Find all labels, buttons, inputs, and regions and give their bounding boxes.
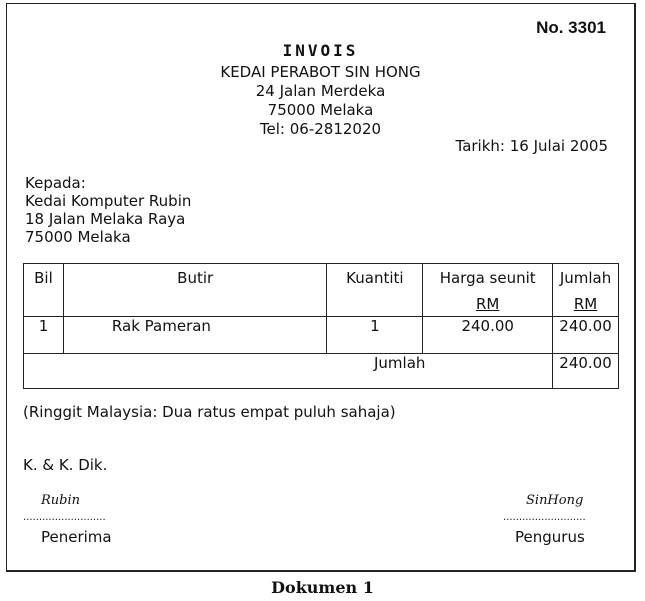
cell-kuantiti: 1: [327, 317, 423, 354]
manager-signature-line: ..........................: [503, 512, 586, 523]
shop-address-line1: 24 Jalan Merdeka: [255, 82, 386, 100]
cell-butir: Rak Pameran: [63, 317, 327, 354]
table-total-row: [24, 354, 619, 389]
items-table: [23, 263, 619, 389]
header-harga-unit: RM: [476, 295, 500, 313]
header-harga: Harga seunit RM: [423, 264, 553, 317]
recipient-name: Kedai Komputer Rubin: [25, 192, 192, 210]
receiver-signature-line: ..........................: [23, 512, 106, 523]
cell-harga: 240.00: [423, 317, 553, 354]
total-value: 240.00: [553, 354, 619, 389]
cell-bil: 1: [24, 317, 64, 354]
shop-name: KEDAI PERABOT SIN HONG: [220, 63, 421, 81]
recipient-label: Kepada:: [25, 174, 86, 192]
header-butir: Butir: [63, 264, 327, 317]
amount-in-words: (Ringgit Malaysia: Dua ratus empat puluh sahaja): [23, 403, 396, 421]
total-label: Jumlah: [24, 354, 553, 389]
invoice-title: INVOIS: [282, 41, 359, 60]
manager-label: Pengurus: [515, 528, 585, 546]
document-caption: Dokumen 1: [271, 578, 374, 597]
manager-signature: SinHong: [526, 493, 584, 508]
header-jumlah: Jumlah RM: [553, 264, 619, 317]
header-bil: Bil: [24, 264, 64, 317]
receiver-label: Penerima: [41, 528, 112, 546]
shop-address-line2: 75000 Melaka: [267, 101, 374, 119]
header-kuantiti: Kuantiti: [327, 264, 423, 317]
invoice-number: No. 3301: [536, 18, 606, 37]
receiver-signature: Rubin: [41, 493, 81, 508]
table-header-row: [24, 264, 619, 317]
invoice-date: Tarikh: 16 Julai 2005: [455, 137, 608, 155]
terms: K. & K. Dik.: [23, 456, 108, 474]
header-jumlah-unit: RM: [573, 295, 598, 313]
recipient-address-line1: 18 Jalan Melaka Raya: [25, 210, 186, 228]
invoice-document: [6, 3, 636, 572]
table-row: [24, 317, 619, 354]
cell-jumlah: 240.00: [553, 317, 619, 354]
recipient-address-line2: 75000 Melaka: [25, 228, 131, 246]
shop-phone: Tel: 06-2812020: [259, 120, 382, 138]
